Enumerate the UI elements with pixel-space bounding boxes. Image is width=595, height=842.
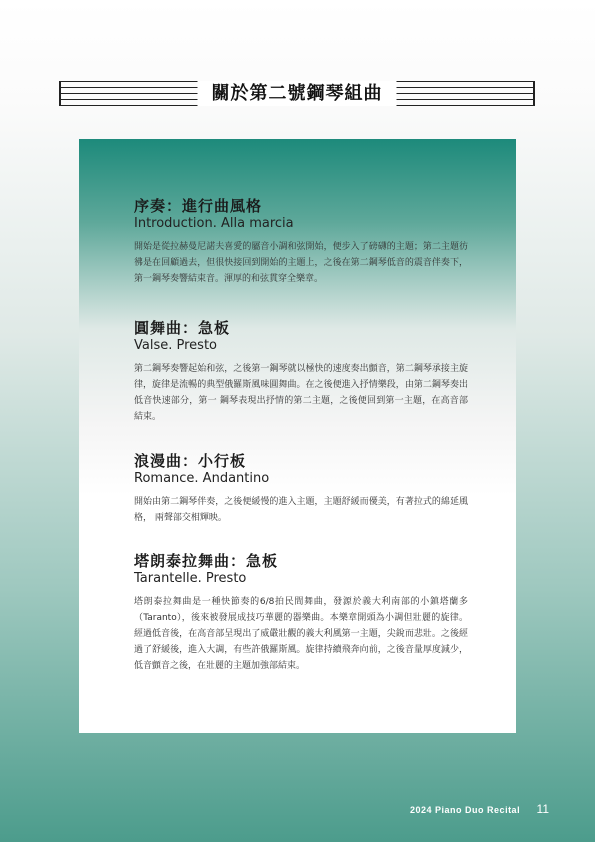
section-subtitle: Romance. Andantino — [134, 471, 270, 486]
section-body: 第二鋼琴奏響起始和弦，之後第一鋼琴就以極快的速度奏出顫音，第二鋼琴承接主旋律，旋律是流暢的典型俄羅斯風味圓舞曲。在之後便進入抒情樂段，由第二鋼琴奏出低音快速部分，第一 鋼琴表現出抒情的第二主題，之後便回到第一主題，在高音部結束。 — [134, 364, 468, 422]
page-number: 11 — [536, 802, 549, 816]
content-panel — [79, 139, 516, 733]
section-body: 開始是從拉赫曼尼諾夫喜愛的屬音小調和弦開始，便步入了磅礴的主題；第二主題彷彿是在回顧過去，但很快接回到開始的主題上，之後在第二鋼琴低音的震音伴奏下，第一鋼琴奏響結束音。渾厚的和弦貫穿全樂章。 — [134, 242, 468, 284]
section-subtitle: Introduction. Alla marcia — [134, 216, 294, 231]
section-subtitle: Valse. Presto — [134, 338, 217, 353]
footer-recital-title: 2024 Piano Duo Recital — [410, 805, 521, 815]
section-body: 塔朗泰拉舞曲是一種快節奏的6/8拍民間舞曲，發源於義大利南部的小鎮塔蘭多（Taranto），後來被發展成技巧華麗的器樂曲。本樂章開頭為小調但壯麗的旋律。經過低音後，在高音部呈現出了威嚴壯觀的義大利風第一主題，尖銳而悲壯。之後經過了舒緩後，進入大調，有些許俄羅斯風。旋律持續飛奔向前，之後音量厚度減少，低音顫音之後，在壯麗的主題加強部結束。 — [134, 597, 468, 671]
staff-barline-left — [59, 81, 61, 106]
section-introduction — [134, 197, 468, 287]
section-subtitle: Tarantelle. Presto — [134, 571, 247, 586]
section-title: 浪漫曲：小行板 — [134, 452, 247, 470]
page-footer — [410, 801, 549, 817]
section-title: 塔朗泰拉舞曲：急板 — [134, 552, 279, 570]
section-title: 序奏：進行曲風格 — [134, 197, 263, 215]
section-title: 圓舞曲：急板 — [134, 319, 231, 337]
section-body: 開始由第二鋼琴伴奏，之後便緩慢的進入主題，主題舒緩而優美，有著拉式的綿延風格， 兩聲部交相輝映。 — [134, 497, 468, 523]
section-romance — [134, 452, 468, 526]
staff-header — [59, 81, 535, 105]
section-tarantelle — [134, 552, 468, 674]
page-title: 關於第二號鋼琴組曲 — [198, 81, 397, 106]
section-valse — [134, 319, 468, 425]
staff-barline-right — [533, 81, 535, 106]
